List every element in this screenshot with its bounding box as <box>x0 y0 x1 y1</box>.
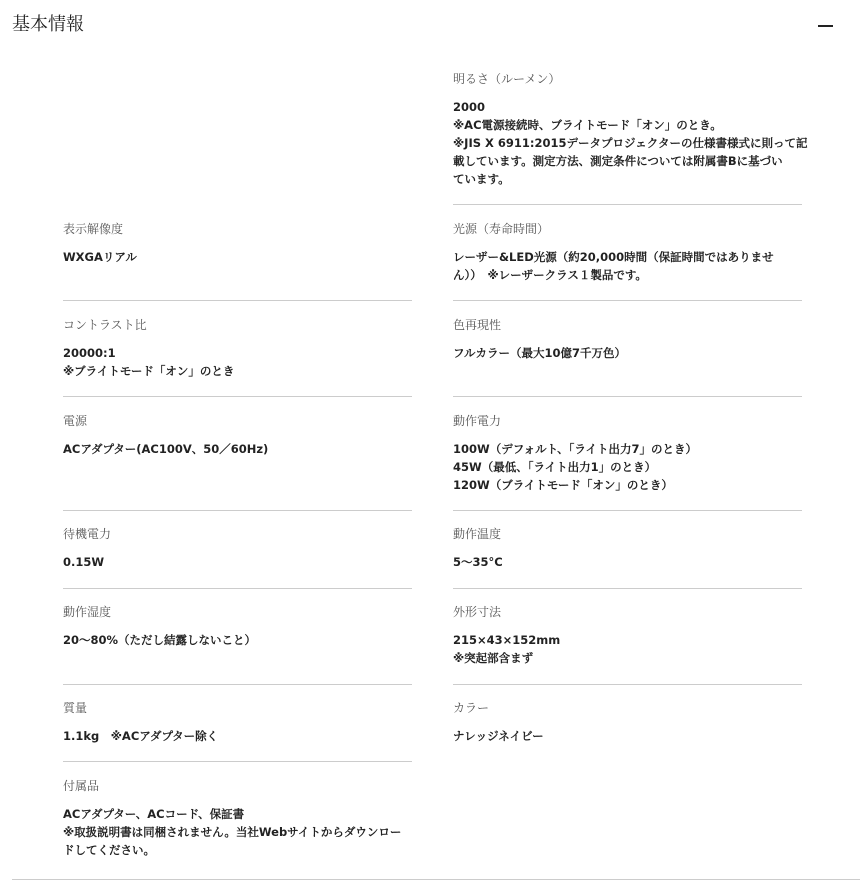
spec-value <box>453 440 802 494</box>
section-title: 基本情報 <box>12 14 84 35</box>
spec-value-line: 100W（デフォルト、「ライト出力7」のとき） <box>453 442 697 456</box>
spec-value-line: 45W（最低、「ライト出力1」のとき） <box>453 460 657 474</box>
spec-value <box>63 553 412 571</box>
spec-operating-temperature <box>453 525 802 589</box>
spec-value <box>453 98 808 188</box>
spec-label: 待機電力 <box>63 527 112 541</box>
spec-value <box>453 248 802 284</box>
spec-value-line: ※取扱説明書は同梱されません。当社Webサイトからダウンロー <box>63 825 402 839</box>
spec-label: 色再現性 <box>453 318 502 332</box>
spec-light-source <box>453 220 802 301</box>
spec-value <box>63 727 412 745</box>
spec-value <box>453 727 802 745</box>
spec-label: 動作電力 <box>453 414 502 428</box>
spec-label: 動作湿度 <box>63 605 112 619</box>
spec-value-line: 20000:1 <box>63 346 116 360</box>
section-divider <box>12 879 860 880</box>
spec-dimensions <box>453 603 802 685</box>
spec-label: 質量 <box>63 701 88 715</box>
spec-power-source <box>63 412 412 511</box>
spec-value-line: 5〜35°C <box>453 555 503 569</box>
spec-value-line: ん）） ※レーザークラス１製品です。 <box>453 268 647 282</box>
spec-standby-power <box>63 525 412 589</box>
spec-value-line: ※ブライトモード「オン」のとき <box>63 364 235 378</box>
spec-value <box>453 631 802 667</box>
spec-color <box>453 316 802 397</box>
section-header <box>0 0 860 50</box>
spec-label: カラー <box>453 701 490 715</box>
spec-label: 電源 <box>63 414 88 428</box>
spec-value <box>63 248 412 266</box>
collapse-button[interactable] <box>812 12 840 38</box>
spec-label: 明るさ（ルーメン） <box>453 72 561 86</box>
spec-value-line: 215×43×152mm <box>453 633 561 647</box>
spec-value <box>453 344 802 362</box>
minus-icon <box>818 25 833 27</box>
spec-value <box>63 344 412 380</box>
spec-body-color <box>453 699 802 762</box>
spec-label: 光源（寿命時間） <box>453 222 550 236</box>
spec-value-line: フルカラー（最大10億7千万色） <box>453 346 627 360</box>
spec-value-line: ています。 <box>453 172 510 186</box>
spec-resolution <box>63 220 412 301</box>
spec-value <box>63 631 412 649</box>
spec-value-line: ACアダプター(AC100V、50／60Hz) <box>63 442 269 456</box>
spec-value-line: 20〜80%（ただし結露しないこと） <box>63 633 257 647</box>
spec-value-line: 2000 <box>453 100 486 114</box>
spec-operating-humidity <box>63 603 412 685</box>
spec-label: コントラスト比 <box>63 318 147 332</box>
spec-accessories <box>63 777 412 867</box>
spec-value-line: ※AC電源接続時、ブライトモード「オン」のとき。 <box>453 118 722 132</box>
spec-value-line: WXGAリアル <box>63 250 137 264</box>
spec-weight <box>63 699 412 762</box>
spec-value-line: ドしてください。 <box>63 843 155 857</box>
spec-value <box>63 440 412 458</box>
spec-brightness <box>453 70 808 205</box>
spec-value-line: 120W（ブライトモード「オン」のとき） <box>453 478 673 492</box>
spec-value <box>453 553 802 571</box>
spec-label: 外形寸法 <box>453 605 502 619</box>
spec-label: 表示解像度 <box>63 222 124 236</box>
spec-label: 付属品 <box>63 779 100 793</box>
spec-value-line: ※JIS X 6911:2015データプロジェクターの仕様書様式に則って記 <box>453 136 808 150</box>
spec-value-line: ※突起部含まず <box>453 651 534 665</box>
spec-power-consumption <box>453 412 802 511</box>
spec-value <box>63 805 412 859</box>
spec-value-line: ナレッジネイビー <box>453 729 544 743</box>
spec-value-line: 1.1kg ※ACアダプター除く <box>63 729 219 743</box>
spec-label: 動作温度 <box>453 527 502 541</box>
spec-contrast <box>63 316 412 397</box>
spec-value-line: 載しています。測定方法、測定条件については附属書Bに基づい <box>453 154 783 168</box>
spec-value-line: ACアダプター、ACコード、保証書 <box>63 807 245 821</box>
spec-value-line: レーザー&LED光源（約20,000時間（保証時間ではありませ <box>453 250 774 264</box>
spec-value-line: 0.15W <box>63 555 105 569</box>
